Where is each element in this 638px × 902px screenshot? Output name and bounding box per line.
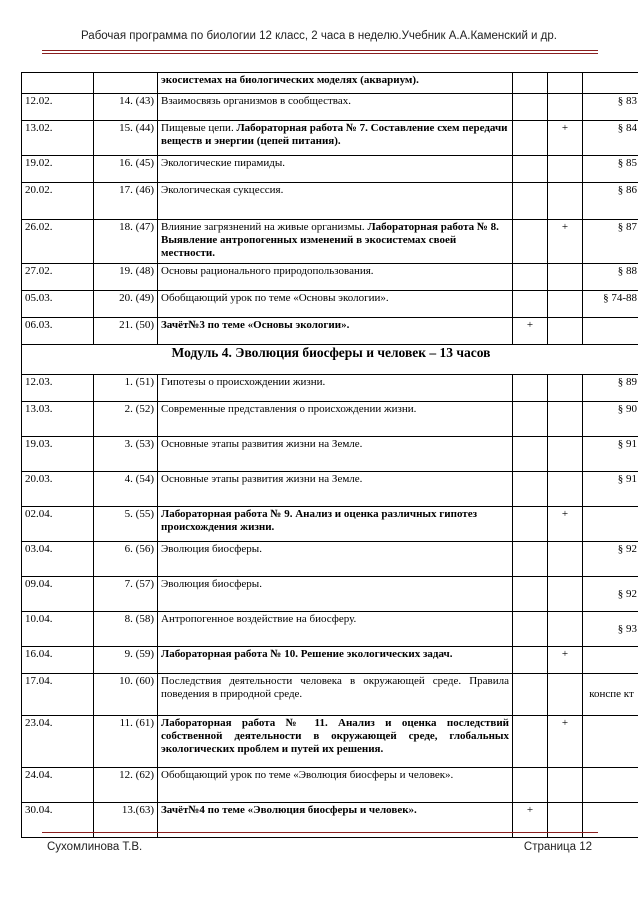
date-cell: 24.04.	[22, 768, 94, 803]
table-row	[22, 220, 638, 264]
topic-cell: Последствия деятельности человека в окружающей среде. Правила поведения в природной среде.	[158, 674, 513, 716]
paragraph-cell	[583, 768, 638, 803]
lab-cell	[513, 612, 548, 647]
lesson-number-cell: 3. (53)	[94, 437, 158, 472]
date-cell: 30.04.	[22, 803, 94, 838]
lab-cell	[513, 375, 548, 402]
lab-cell	[513, 220, 548, 264]
date-cell: 05.03.	[22, 291, 94, 318]
lab-cell	[548, 402, 583, 437]
lab-cell	[548, 264, 583, 291]
lab-cell	[548, 674, 583, 716]
lab-cell	[548, 437, 583, 472]
table-row	[22, 577, 638, 612]
topic-cell: Лабораторная работа № 10. Решение экологических задач.	[158, 647, 513, 674]
date-cell: 13.03.	[22, 402, 94, 437]
lab-cell	[513, 674, 548, 716]
table-row	[22, 94, 638, 121]
topic-cell: Лабораторная работа № 9. Анализ и оценка различных гипотез происхождения жизни.	[158, 507, 513, 542]
lab-cell	[548, 768, 583, 803]
lab-cell	[513, 291, 548, 318]
paragraph-cell: § 92	[583, 577, 638, 612]
paragraph-cell: § 88	[583, 264, 638, 291]
table-row	[22, 402, 638, 437]
table-row	[22, 542, 638, 577]
topic-cell: Экологическая сукцессия.	[158, 183, 513, 220]
lesson-number-cell: 8. (58)	[94, 612, 158, 647]
topic-cell: Зачёт№3 по теме «Основы экологии».	[158, 318, 513, 345]
date-cell: 20.02.	[22, 183, 94, 220]
paragraph-cell	[583, 507, 638, 542]
lab-cell	[513, 716, 548, 768]
paragraph-cell: § 87	[583, 220, 638, 264]
paragraph-cell	[583, 716, 638, 768]
date-cell: 03.04.	[22, 542, 94, 577]
lesson-number-cell: 12. (62)	[94, 768, 158, 803]
lesson-number-cell: 5. (55)	[94, 507, 158, 542]
table-row	[22, 318, 638, 345]
lab-cell	[513, 647, 548, 674]
lab-cell: +	[548, 220, 583, 264]
table-row	[22, 768, 638, 803]
header-divider	[42, 50, 598, 51]
paragraph-cell: § 84	[583, 121, 638, 156]
topic-cell: Современные представления о происхождении жизни.	[158, 402, 513, 437]
lab-cell	[513, 507, 548, 542]
lab-cell	[548, 94, 583, 121]
lesson-number-cell: 16. (45)	[94, 156, 158, 183]
paragraph-cell: § 93	[583, 612, 638, 647]
lab-cell	[513, 73, 548, 94]
lab-cell	[548, 577, 583, 612]
lab-work-title: Лабораторная работа № 8. Выявление антропогенных изменений в экосистемах своей местности.	[161, 221, 499, 259]
lesson-number-cell: 10. (60)	[94, 674, 158, 716]
footer-page-number: Страница 12	[523, 841, 592, 853]
topic-cell: Обобщающий урок по теме «Эволюция биосферы и человек».	[158, 768, 513, 803]
lab-cell	[548, 318, 583, 345]
paragraph-cell: § 91	[583, 472, 638, 507]
lab-cell	[513, 402, 548, 437]
paragraph-cell: § 92	[583, 542, 638, 577]
lab-cell: +	[548, 716, 583, 768]
paragraph-cell	[583, 318, 638, 345]
table-row	[22, 647, 638, 674]
paragraph-cell: § 86	[583, 183, 638, 220]
table-row	[22, 674, 638, 716]
topic-cell: Обобщающий урок по теме «Основы экологии».	[158, 291, 513, 318]
paragraph-cell: § 90	[583, 402, 638, 437]
lab-cell	[548, 156, 583, 183]
table-row	[22, 183, 638, 220]
date-cell: 02.04.	[22, 507, 94, 542]
paragraph-cell: § 89	[583, 375, 638, 402]
topic-text: Пищевые цепи.	[161, 122, 234, 134]
lab-cell	[513, 768, 548, 803]
paragraph-cell	[583, 73, 638, 94]
date-cell: 12.02.	[22, 94, 94, 121]
date-cell: 10.04.	[22, 612, 94, 647]
topic-cell: Основные этапы развития жизни на Земле.	[158, 472, 513, 507]
topic-cell: Эволюция биосферы.	[158, 542, 513, 577]
table-row	[22, 437, 638, 472]
topic-cell: Зачёт№4 по теме «Эволюция биосферы и человек».	[158, 803, 513, 838]
date-cell: 06.03.	[22, 318, 94, 345]
lab-cell: +	[513, 318, 548, 345]
lesson-number-cell: 15. (44)	[94, 121, 158, 156]
table-row	[22, 375, 638, 402]
lab-cell	[513, 156, 548, 183]
date-cell: 20.03.	[22, 472, 94, 507]
lab-work-title: Лабораторная работа № 7. Составление схем передачи веществ и энергии (цепей питания).	[161, 122, 508, 147]
date-cell: 19.02.	[22, 156, 94, 183]
table-row	[22, 264, 638, 291]
lesson-number-cell: 4. (54)	[94, 472, 158, 507]
lab-cell	[548, 183, 583, 220]
lesson-number-cell: 13.(63)	[94, 803, 158, 838]
table-row	[22, 612, 638, 647]
lab-cell: +	[548, 507, 583, 542]
paragraph-cell: конспе кт	[583, 674, 638, 716]
lesson-number-cell: 7. (57)	[94, 577, 158, 612]
module-header-row	[22, 345, 638, 375]
topic-cell: Лабораторная работа № 11. Анализ и оценка последствий собственной деятельности в окружающей среде, глобальных экологических проблем и путей их решения.	[158, 716, 513, 768]
page-header: Рабочая программа по биологии 12 класс, 2 часа в неделю.Учебник А.А.Каменский и др.	[81, 30, 557, 42]
module-title: Модуль 4. Эволюция биосферы и человек – 13 часов	[22, 345, 638, 375]
footer-author: Сухомлинова Т.В.	[47, 841, 143, 853]
date-cell: 23.04.	[22, 716, 94, 768]
lab-cell: +	[548, 647, 583, 674]
lab-cell	[513, 542, 548, 577]
lesson-number-cell: 2. (52)	[94, 402, 158, 437]
lab-cell	[548, 542, 583, 577]
lesson-number-cell: 11. (61)	[94, 716, 158, 768]
lesson-number-cell: 9. (59)	[94, 647, 158, 674]
topic-cell	[158, 220, 513, 264]
table-row	[22, 156, 638, 183]
topic-cell: Эволюция биосферы.	[158, 577, 513, 612]
date-cell: 12.03.	[22, 375, 94, 402]
date-cell: 09.04.	[22, 577, 94, 612]
lab-cell	[513, 121, 548, 156]
lesson-number-cell: 17. (46)	[94, 183, 158, 220]
topic-cell: экосистемах на биологических моделях (аквариум).	[158, 73, 513, 94]
date-cell: 27.02.	[22, 264, 94, 291]
topic-cell: Экологические пирамиды.	[158, 156, 513, 183]
date-cell: 16.04.	[22, 647, 94, 674]
lesson-plan-table	[21, 72, 638, 838]
date-cell: 17.04.	[22, 674, 94, 716]
lab-cell	[548, 73, 583, 94]
lesson-number-cell: 21. (50)	[94, 318, 158, 345]
lesson-number-cell: 14. (43)	[94, 94, 158, 121]
table-row	[22, 472, 638, 507]
lesson-number-cell: 18. (47)	[94, 220, 158, 264]
lab-cell: +	[513, 803, 548, 838]
lesson-number-cell: 1. (51)	[94, 375, 158, 402]
lesson-number-cell: 19. (48)	[94, 264, 158, 291]
lab-cell	[513, 437, 548, 472]
paragraph-cell: § 91	[583, 437, 638, 472]
topic-cell: Основные этапы развития жизни на Земле.	[158, 437, 513, 472]
lesson-number-cell: 6. (56)	[94, 542, 158, 577]
table-row	[22, 73, 638, 94]
table-row	[22, 507, 638, 542]
lab-cell	[548, 472, 583, 507]
lesson-number-cell	[94, 73, 158, 94]
lab-cell	[548, 375, 583, 402]
date-cell	[22, 73, 94, 94]
footer-divider	[42, 832, 598, 833]
topic-cell: Взаимосвязь организмов в сообществах.	[158, 94, 513, 121]
lab-cell	[513, 472, 548, 507]
date-cell: 13.02.	[22, 121, 94, 156]
paragraph-cell: § 85	[583, 156, 638, 183]
table-row	[22, 291, 638, 318]
paragraph-cell	[583, 647, 638, 674]
paragraph-cell: § 74-88	[583, 291, 638, 318]
paragraph-cell: § 83	[583, 94, 638, 121]
lab-cell	[513, 183, 548, 220]
topic-cell	[158, 121, 513, 156]
header-divider-thin	[42, 53, 598, 54]
table-row	[22, 121, 638, 156]
lab-cell	[513, 577, 548, 612]
date-cell: 26.02.	[22, 220, 94, 264]
lab-cell	[513, 264, 548, 291]
lesson-number-cell: 20. (49)	[94, 291, 158, 318]
topic-cell: Гипотезы о происхождении жизни.	[158, 375, 513, 402]
lab-cell	[548, 291, 583, 318]
topic-text: Влияние загрязнений на живые организмы.	[161, 221, 365, 233]
lab-cell	[513, 94, 548, 121]
table-row	[22, 716, 638, 768]
date-cell: 19.03.	[22, 437, 94, 472]
lab-cell: +	[548, 121, 583, 156]
lab-cell	[548, 612, 583, 647]
topic-cell: Основы рационального природопользования.	[158, 264, 513, 291]
topic-cell: Антропогенное воздействие на биосферу.	[158, 612, 513, 647]
